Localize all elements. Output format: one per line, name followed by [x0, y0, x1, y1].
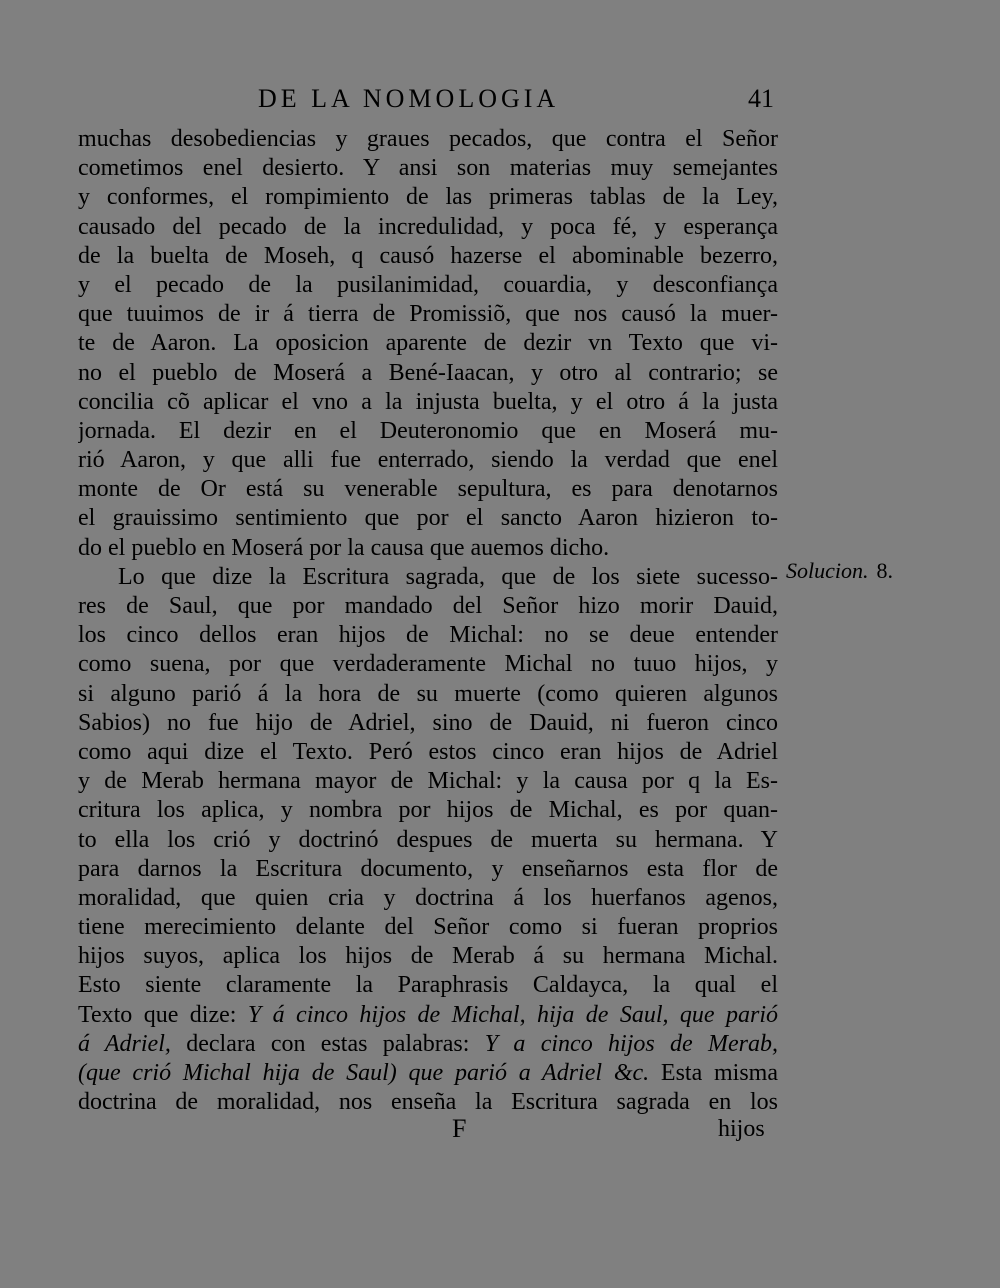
catchword: hijos — [718, 1116, 765, 1142]
text-line — [78, 1030, 778, 1059]
quotation-italic: Y a cinco hijos de Merab, — [484, 1030, 778, 1057]
text-line: causado del pecado de la incredulidad, y poca fé, y esperança — [78, 213, 778, 240]
text-line: no el pueblo de Moserá a Bené-Iaacan, y otro al contrario; se — [78, 359, 778, 386]
text-line: como suena, por que verdaderamente Michal no tuuo hijos, y — [78, 651, 778, 678]
text-line: los cinco dellos eran hijos de Michal: no se deue entender — [78, 622, 778, 649]
text-line: el grauissimo sentimiento que por el sancto Aaron hizieron to- — [78, 505, 778, 532]
paragraph-first-line: Lo que dize la Escritura sagrada, que de los siete sucesso- — [118, 563, 778, 590]
text-line: y conformes, el rompimiento de las primeras tablas de la Ley, — [78, 184, 778, 211]
text-line: concilia cõ aplicar el vno a la injusta buelta, y el otro á la justa — [78, 388, 778, 415]
text-line: critura los aplica, y nombra por hijos de Michal, es por quan- — [78, 797, 778, 824]
body-text — [78, 125, 778, 1117]
text-line: que tuuimos de ir á tierra de Promissiõ, que nos causó la muer- — [78, 301, 778, 328]
text-line — [78, 1059, 778, 1088]
text-span: Esta misma — [649, 1060, 778, 1086]
text-line: como aqui dize el Texto. Peró estos cinco eran hijos de Adriel — [78, 738, 778, 765]
text-line: y de Merab hermana mayor de Michal: y la causa por q la Es- — [78, 768, 778, 795]
text-line: doctrina de moralidad, nos enseña la Escritura sagrada en los — [78, 1089, 778, 1116]
margin-note-label: Solucion. — [786, 558, 869, 583]
text-line: para darnos la Escritura documento, y enseñarnos esta flor de — [78, 855, 778, 882]
text-line: te de Aaron. La oposicion aparente de dezir vn Texto que vi- — [78, 330, 778, 357]
text-line — [78, 1001, 778, 1030]
text-line: muchas desobediencias y graues pecados, que contra el Señor — [78, 126, 778, 152]
text-line: monte de Or está su venerable sepultura, es para denotarnos — [78, 476, 778, 503]
text-line: moralidad, que quien cria y doctrina á los huerfanos agenos, — [78, 884, 778, 911]
text-line: rió Aaron, y que alli fue enterrado, siendo la verdad que enel — [78, 447, 778, 474]
text-line: si alguno parió á la hora de su muerte (como quieren algunos — [78, 680, 778, 707]
margin-note — [786, 556, 893, 586]
running-head — [0, 82, 1000, 116]
text-line: y el pecado de la pusilanimidad, couardia, y desconfiança — [78, 271, 778, 298]
running-title: DE LA NOMOLOGIA — [258, 84, 560, 113]
text-line: cometimos enel desierto. Y ansi son materias muy semejantes — [78, 155, 778, 182]
page-number: 41 — [748, 84, 774, 113]
text-line: hijos suyos, aplica los hijos de Merab á su hermana Michal. — [78, 943, 778, 970]
signature-mark: F — [452, 1114, 467, 1143]
text-line: tiene merecimiento delante del Señor como si fueran proprios — [78, 914, 778, 941]
paragraph-end-line: do el pueblo en Moserá por la causa que auemos dicho. — [78, 534, 610, 561]
quotation-italic: á Adriel, — [78, 1030, 171, 1057]
margin-note-number: 8. — [876, 558, 893, 583]
text-line: res de Saul, que por mandado del Señor hizo morir Dauid, — [78, 593, 778, 619]
text-line: Esto siente claramente la Paraphrasis Caldayca, la qual el — [78, 972, 778, 999]
text-line: jornada. El dezir en el Deuteronomio que en Moserá mu- — [78, 417, 778, 444]
text-line: Sabios) no fue hijo de Adriel, sino de Dauid, ni fueron cinco — [78, 709, 778, 736]
quotation-italic: Y á cinco hijos de Michal, hija de Saul, que parió — [247, 1001, 778, 1028]
text-line: to ella los crió y doctrinó despues de muerta su hermana. Y — [78, 826, 778, 853]
quotation-italic: (que crió Michal hija de Saul) que parió a Adriel &c. — [78, 1060, 650, 1086]
text-span: declara con estas palabras: — [170, 1030, 485, 1057]
text-span: Texto que dize: — [78, 1001, 248, 1028]
text-line: de la buelta de Moseh, q causó hazerse el abominable bezerro, — [78, 242, 778, 269]
